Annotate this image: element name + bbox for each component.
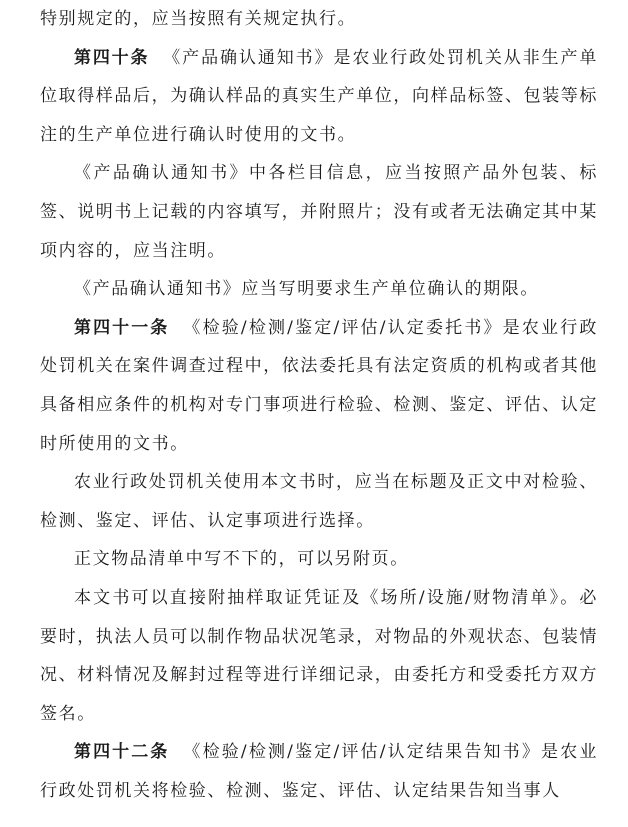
paragraph-text: 正文物品清单中写不下的，可以另附页。 [74, 549, 409, 570]
article-42-paragraph [40, 733, 598, 810]
paragraph [40, 540, 598, 579]
paragraph [40, 463, 598, 540]
paragraph-text: 《检验/检测/鉴定/评估/认定结果告知书》是农业行政处罚机关将检验、检测、鉴定、评估、认定结果告知当事人 [40, 742, 598, 801]
paragraph [40, 154, 598, 270]
paragraph-text: 农业行政处罚机关使用本文书时，应当在标题及正文中对检验、检测、鉴定、评估、认定事项进行选择。 [40, 472, 598, 531]
paragraph [40, 270, 598, 309]
paragraph-continuation [40, 0, 598, 39]
paragraph-text: 《检验/检测/鉴定/评估/认定委托书》是农业行政处罚机关在案件调查过程中，依法委托具有法定资质的机构或者其他具备相应条件的机构对专门事项进行检验、检测、鉴定、评估、认定时所使用的文书。 [40, 317, 598, 454]
paragraph-text: 本文书可以直接附抽样取证凭证及《场所/设施/财物清单》。必要时，执法人员可以制作物品状况笔录，对物品的外观状态、包装情况、材料情况及解封过程等进行详细记录，由委托方和受委托方双方签名。 [40, 587, 598, 724]
article-number: 第四十二条 [74, 742, 170, 763]
paragraph-text: 《产品确认通知书》应当写明要求生产单位确认的期限。 [74, 279, 539, 300]
paragraph-text: 特别规定的，应当按照有关规定执行。 [40, 9, 357, 29]
article-number: 第四十条 [74, 47, 150, 68]
paragraph-text: 《产品确认通知书》中各栏目信息，应当按照产品外包装、标签、说明书上记载的内容填写，并附照片；没有或者无法确定其中某项内容的，应当注明。 [40, 163, 598, 261]
article-41-paragraph [40, 309, 598, 463]
paragraph-text: 《产品确认通知书》是农业行政处罚机关从非生产单位取得样品后，为确认样品的真实生产单位，向样品标签、包装等标注的生产单位进行确认时使用的文书。 [40, 47, 598, 145]
article-40-paragraph [40, 39, 598, 155]
paragraph [40, 579, 598, 733]
article-number: 第四十一条 [74, 317, 170, 338]
